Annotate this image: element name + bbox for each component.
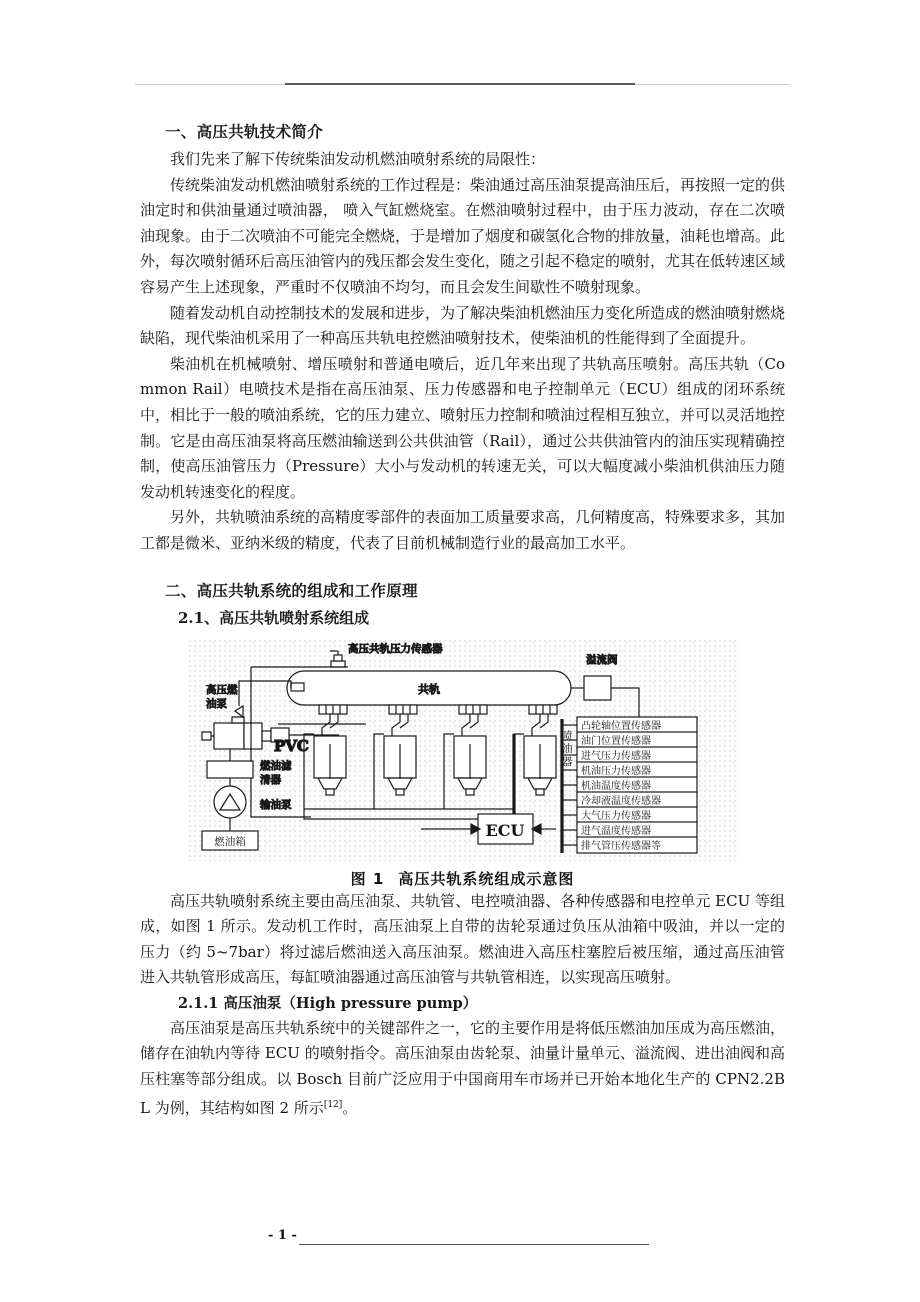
injector-3 bbox=[454, 705, 487, 795]
common-rail-system-diagram bbox=[188, 639, 738, 861]
fuel-filter-label-line2: 清器 bbox=[259, 773, 281, 786]
page-footer bbox=[140, 1228, 785, 1248]
section-2-1-1-paragraph-text: 高压油泵是高压共轨系统中的关键部件之一，它的主要作用是将低压燃油加压成为高压燃油，储存在油轨内等待 ECU 的喷射指令。高压油泵由齿轮泵、油量计量单元、溢流阀、进出油阀和高压柱塞等部分组成。以 Bosch 目前广泛应用于中国商用车市场并已开始本地化生产的 CPN2.2BL 为例，其结构如图 2 所示 bbox=[140, 1018, 786, 1117]
ecu-input-arrow-left bbox=[421, 824, 480, 834]
section-1-paragraph-4: 柴油机在机械喷射、增压喷射和普通电喷后，近几年来出现了共轨高压喷射。高压共轨（Common Rail）电喷技术是指在高压油泵、压力传感器和电子控制单元（ECU）组成的闭环系统中，相比于一般的喷油系统，它的压力建立、喷射压力控制和喷油过程相互独立，并可以灵活地控制。它是由高压油泵将高压燃油输送到公共供油管（Rail），通过公共供油管内的油压实现精确控制，使高压油管压力（Pressure）大小与发动机的转速无关，可以大幅度减小柴油机供油压力随发动机转速变化的程度。 bbox=[140, 354, 786, 501]
sensor-label-8: 进气温度传感器 bbox=[580, 825, 651, 837]
rail-pressure-sensor-stub bbox=[330, 651, 345, 667]
section-2-subheading: 2.1、高压共轨喷射系统组成 bbox=[178, 608, 370, 627]
section-1-paragraph-2: 传统柴油发动机燃油喷射系统的工作过程是：柴油通过高压油泵提高油压后，再按照一定的供油定时和供油量通过喷油器， 喷入气缸燃烧室。在燃油喷射过程中，由于压力波动，存在二次喷油现象。由于二次喷油不可能完全燃烧，于是增加了烟度和碳氢化合物的排放量，油耗也增高。此外，每次喷射循环后高压油管内的残压都会发生变化，随之引起不稳定的喷射，尤其在低转速区域容易产生上述现象，严重时不仅喷油不均匀，而且会发生间歇性不喷射现象。 bbox=[140, 175, 786, 296]
hp-fuel-pump-label-line1: 高压燃 bbox=[205, 683, 237, 696]
section-1-paragraph-1: 我们先来了解下传统柴油发动机燃油喷射系统的局限性： bbox=[170, 150, 546, 168]
page-footer-rule bbox=[299, 1244, 649, 1245]
hp-fuel-pump-label-line2: 油泵 bbox=[205, 697, 227, 710]
rail-pressure-sensor-label: 高压共轨压力传感器 bbox=[347, 642, 442, 655]
injector-label-char3: 器 bbox=[561, 755, 572, 768]
sensor-label-2: 油门位置传感器 bbox=[580, 735, 651, 747]
section-1-paragraph-3: 随着发动机自动控制技术的发展和进步，为了解决柴油机燃油压力变化所造成的燃油喷射燃烧缺陷，现代柴油机采用了一种高压共轨电控燃油喷射技术，使柴油机的性能得到了全面提升。 bbox=[140, 303, 786, 348]
injector-1 bbox=[314, 705, 347, 795]
sensor-label-1: 凸轮轴位置传感器 bbox=[580, 720, 661, 732]
injector-label-char1: 喷 bbox=[561, 729, 572, 742]
rail-label: 共轨 bbox=[417, 682, 440, 696]
section-1-paragraph-5: 另外，共轨喷油系统的高精度零部件的表面加工质量要求高，几何精度高，特殊要求多，其加工都是微米、亚纳米级的精度，代表了目前机械制造行业的最高加工水平。 bbox=[140, 508, 786, 552]
section-spacer bbox=[140, 557, 785, 579]
document-body bbox=[140, 120, 785, 1121]
figure-1-caption bbox=[140, 868, 785, 889]
sensor-label-3: 进气压力传感器 bbox=[580, 750, 651, 762]
sensor-label-4: 机油压力传感器 bbox=[580, 765, 651, 777]
rail-inlet-port bbox=[291, 683, 304, 691]
section-2-paragraph-after-figure: 高压共轨喷射系统主要由高压油泵、共轨管、电控喷油器、各种传感器和电控单元 ECU 等组成，如图 1 所示。发动机工作时，高压油泵上自带的齿轮泵通过负压从油箱中吸油，并以一定的压力（约 5~7bar）将过滤后燃油送入高压油泵。燃油进入高压柱塞腔后被压缩，通过高压油管进入共轨管形成高压，每缸喷油器通过高压油管与共轨管相连，以实现高压喷射。 bbox=[140, 891, 785, 987]
figure-1-image bbox=[188, 639, 738, 861]
transfer-pump-label: 输油泵 bbox=[259, 798, 291, 811]
ecu-input-arrow-right bbox=[532, 824, 556, 834]
injector-label-group bbox=[562, 729, 573, 768]
sensor-label-5: 机油温度传感器 bbox=[580, 780, 651, 792]
page-header-rule-dark bbox=[285, 83, 635, 85]
section-1-heading: 一、高压共轨技术简介 bbox=[165, 123, 324, 141]
ecu-label: ECU bbox=[485, 820, 524, 840]
figure-1-caption-text: 高压共轨系统组成示意图 bbox=[398, 869, 575, 888]
sensor-list-labels bbox=[581, 719, 661, 852]
sensor-label-6: 冷却液温度传感器 bbox=[580, 795, 661, 807]
reference-marker: [12] bbox=[323, 1099, 343, 1110]
pump-to-rail-line bbox=[239, 681, 291, 706]
fuel-filter-label-line1: 燃油滤 bbox=[259, 759, 291, 772]
section-2-1-1-paragraph-end: 。 bbox=[342, 1098, 358, 1117]
section-2-heading: 二、高压共轨系统的组成和工作原理 bbox=[165, 581, 418, 600]
section-2-1-1-heading: 2.1.1 高压油泵（High pressure pump） bbox=[178, 994, 478, 1012]
sensor-label-9: 排气管压传感器等 bbox=[580, 840, 661, 852]
injector-label-char2: 油 bbox=[561, 742, 572, 755]
overflow-valve bbox=[571, 676, 611, 700]
pvc-label: PVC bbox=[273, 736, 309, 755]
sensor-label-7: 大气压力传感器 bbox=[580, 810, 651, 822]
overflow-valve-label: 溢流阀 bbox=[585, 653, 617, 666]
section-2-1-1-paragraph bbox=[140, 1016, 785, 1121]
injector-2 bbox=[384, 705, 417, 795]
transfer-pump bbox=[214, 786, 246, 831]
figure-1-caption-number: 图 1 bbox=[350, 869, 385, 888]
injector-4 bbox=[524, 705, 557, 795]
fuel-filter bbox=[207, 749, 253, 789]
fuel-tank-label: 燃油箱 bbox=[213, 835, 246, 848]
figure-1 bbox=[140, 639, 785, 889]
page-number: - 1 - bbox=[268, 1228, 297, 1243]
